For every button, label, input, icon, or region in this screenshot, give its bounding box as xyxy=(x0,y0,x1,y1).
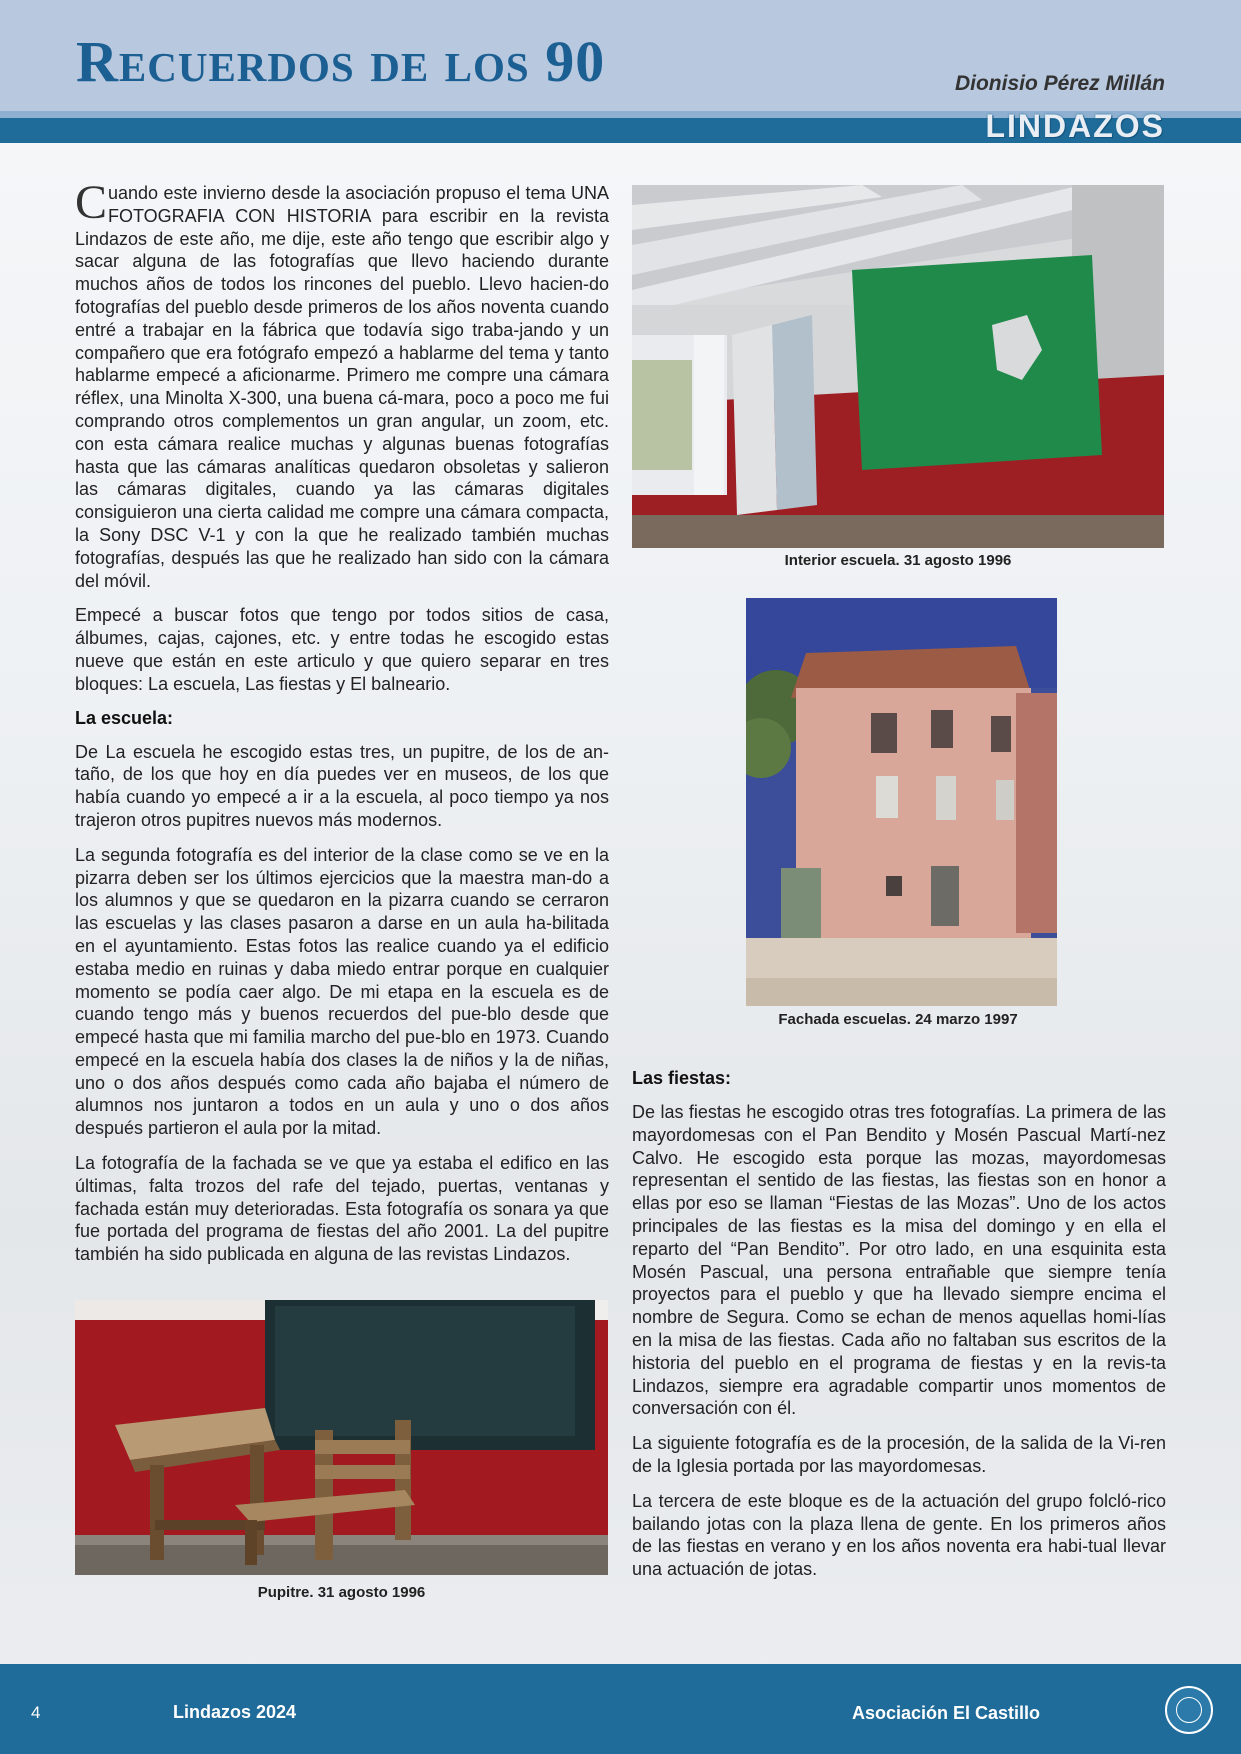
paragraph: La fotografía de la fachada se ve que ya estaba el edifico en las últimas, falta trozos del rafe del tejado, puertas, ventanas y fachada están muy deterioradas. Esta fotografía os sonara ya que fue portada del programa de fiestas del año 2001. La del pupitre también ha sido publicada en alguna de las revistas Lindazos. xyxy=(75,1153,609,1265)
fachada-caption: Fachada escuelas. 24 marzo 1997 xyxy=(778,1011,1018,1028)
page-title: Recuerdos de los 90 xyxy=(76,29,606,94)
fachada-image xyxy=(746,598,1057,1006)
interior-image xyxy=(632,185,1164,548)
association-seal-icon xyxy=(1165,1686,1213,1734)
pupitre-caption: Pupitre. 31 agosto 1996 xyxy=(257,1584,426,1601)
intro-text: uando este invierno desde la asociación propuso el tema UNA FOTOGRAFIA CON HISTORIA para escribir en la revista Lindazos de este año, me dije, este año tengo que escribir algo y sacar alguna de las fotografías que llevo haciendo durante muchos años de todos los rincones del pueblo. Llevo hacien-do fotografías del pueblo desde primeros de los años noventa cuando entré a trabajar en la fábrica que todavía sigo traba-jando y un compañero que era fotógrafo empezó a hablarme del tema y tanto hablarme empecé a aficionarme. Primero me compre una cámara réflex, una Minolta X-300, una buena cá-mara, poco a poco me fui comprando otros complementos un gran angular, un zoom, etc. con esta cámara realice muchas y algunas buenas fotografías hasta que las cámaras analíticas quedaron obsoletas y salieron las cámaras digitales, cuando ya las cámaras digitales consiguieron una cierta calidad me compre una cámara compacta, la Sony DSC V-1 y con la que he realizado también muchas fotografías, después las que he realizado han sido con la cámara del móvil. xyxy=(75,183,609,591)
right-column xyxy=(632,1068,1166,1593)
intro-paragraph xyxy=(75,176,609,592)
paragraph: De las fiestas he escogido otras tres fotografías. La primera de las mayordomesas con el Pan Bendito y Mosén Pascual Martí-nez Calvo. He escogido esta porque las mozas, mayordomesas representan el sentido de las fiestas, las fiestas son en honor a ellas por eso se llaman “Fiestas de las Mozas”. Uno de los actos principales de las fiestas es la misa del domingo y en ella el reparto del “Pan Bendito”. Por otro lado, en una esquinita esta Mosén Pascual, una persona entrañable que siempre tenía proyectos para el pueblo y que ha llevado siempre encima el nombre de Segura. Como se echan de menos aquellas homi-lías en la misa de las fiestas. Cada año no faltaban sus escritos de la historia del pueblo en el programa de fiestas y en la revis-ta Lindazos, siempre era agradable compartir unos momentos de conversación con él. xyxy=(632,1102,1166,1419)
paragraph: Empecé a buscar fotos que tengo por todos sitios de casa, álbumes, cajas, cajones, etc. y entre todas he escogido estas nueve que están en este articulo y que quiero separar en tres bloques: La escuela, Las fiestas y El balneario. xyxy=(75,605,609,694)
author-name: Dionisio Pérez Millán xyxy=(954,72,1165,95)
footer-magazine: Lindazos 2024 xyxy=(173,1702,297,1722)
page-number: 4 xyxy=(31,1703,41,1722)
paragraph: La tercera de este bloque es de la actuación del grupo folcló-rico bailando jotas con la plaza llena de gente. En los primeros años de las fiestas en verano y en los años noventa era habi-tual llevar una actuación de jotas. xyxy=(632,1490,1166,1580)
section-heading-escuela: La escuela: xyxy=(75,707,174,728)
footer-association: Asociación El Castillo xyxy=(852,1703,1041,1723)
paragraph: De La escuela he escogido estas tres, un pupitre, de los de an-taño, de los que hoy en día puedes ver en museos, de los que había cuando yo empecé a ir a la escuela, al poco tiempo ya nos trajeron otros pupitres nuevos más modernos. xyxy=(75,741,609,830)
fachada-photo xyxy=(746,598,1057,1006)
magazine-brand: LINDAZOS xyxy=(985,108,1165,144)
interior-caption: Interior escuela. 31 agosto 1996 xyxy=(784,552,1012,569)
seal-inner-ring xyxy=(1176,1697,1202,1723)
pupitre-image xyxy=(75,1300,608,1575)
interior-photo xyxy=(632,185,1164,548)
left-column xyxy=(75,176,609,1278)
drop-cap: C xyxy=(75,176,108,229)
section-heading-fiestas: Las fiestas: xyxy=(632,1068,732,1088)
pupitre-photo xyxy=(75,1300,608,1575)
paragraph: La siguiente fotografía es de la procesión, de la salida de la Vi-ren de la Iglesia portada por las mayordomesas. xyxy=(632,1433,1166,1476)
paragraph: La segunda fotografía es del interior de la clase como se ve en la pizarra deben ser los últimos ejercicios que la maestra man-do a los alumnos y que se quedaron en la pizarra cuando se cerraron las escuelas y las clases pasaron a darse en un aula ha-bilitada en el ayuntamiento. Estas fotos las realice cuando ya el edificio estaba medio en ruinas y daba miedo entrar porque en cualquier momento se podía caer algo. De mi etapa en la escuela es de cuando tengo más y buenos recuerdos del pue-blo desde que empecé hasta que mi familia marcho del pue-blo en 1973. Cuando empecé en la escuela había dos clases la de niños y la de niñas, uno o dos años después como cada año bajaba el número de alumnos nos juntaron a todos en un aula y uno o dos años después partieron el aula por la mitad. xyxy=(75,844,609,1139)
